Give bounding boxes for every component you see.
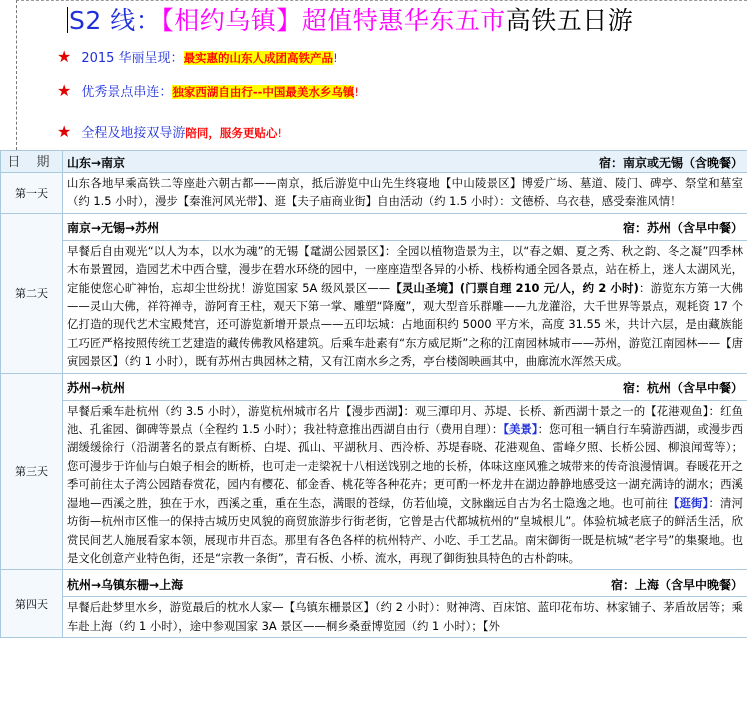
table-row: [1, 570, 747, 597]
lodging-text: 宿：上海（含早中晚餐）: [610, 577, 743, 592]
route-text: 苏州→杭州: [67, 381, 126, 396]
lodging-text: 宿：苏州（含早中餐）: [622, 221, 743, 236]
day3-desc-c: ：清河坊街—杭州市区惟一的保持古城历史风貌的商贸旅游步行街老街，它曾是古代都城杭州的“皇城根儿”。体验杭城老底子的鲜活生活，欣赏民间艺人施展看家本领，展现市井百态。那里有各色各样的杭州特产、小吃、手工艺品。南宋御街一既是杭城“老字号”的集聚地。也是文化创意产业特色街，还是“宗教一条街”，青石板、小桥、流水，再现了御街独具特色的古朴韵味。: [67, 495, 743, 565]
day2-description: [63, 241, 747, 373]
day3-spot-shopping: 【逛街】: [667, 495, 709, 510]
lodging-text: 宿：杭州（含早中餐）: [622, 381, 743, 396]
day1-description: 山东各地早乘高铁二等座赴六朝古都——南京，抵后游览中山先生终寝地【中山陵景区】博爱广场、墓道、陵门、碑亭、祭堂和墓室（约 1.5 小时），漫步【秦淮河风光带】、逛【夫子庙商业街】自由活动（约 1.5 小时）：文德桥、乌衣巷，感受秦淮风情！: [67, 176, 743, 209]
title-suffix: 高铁五日游: [505, 6, 634, 35]
bullet-label: 优秀景点串连：: [81, 85, 173, 100]
bullet-highlight: 陪同，服务更贴心: [185, 126, 278, 140]
day-label: 第三天: [1, 373, 63, 570]
route-text: 山东→南京: [67, 156, 126, 170]
date-header: 日 期: [1, 151, 63, 173]
star-icon: ★: [57, 81, 72, 100]
title-line-code: S2 线：: [69, 6, 162, 35]
header-area: [16, 0, 747, 150]
bullet-highlight: 独家西湖自由行--中国最美水乡乌镇: [172, 85, 355, 99]
bullet-highlight: 最实惠的山东人成团高铁产品: [183, 51, 334, 65]
day2-spot: 【灵山圣境】(门票自理 210 元/人，约 2 小时): [390, 280, 639, 295]
text-caret: [67, 7, 68, 33]
star-icon: ★: [57, 47, 72, 66]
bullet-label: 全程及地接双导游: [81, 126, 186, 141]
page-title: [67, 3, 633, 39]
route-text: 杭州→乌镇东栅→上海: [67, 577, 184, 592]
table-row: [1, 213, 747, 240]
table-row: [1, 173, 747, 214]
table-row: [1, 373, 747, 400]
day2-desc-b: ：游览东方第一大佛——灵山大佛，祥符禅寺，游阿育王柱，观天下第一掌、雕塑“降魔”，观大型音乐群雕——九龙灌浴，大千世界等景点，观耗资 17 个亿打造的现代艺术宝殿梵宫，还可游览新增开景点——五印坛城：占地面积约 5000 平方米，高度 31.55 米，共计六层，是由藏族能工巧匠严格按照传统工艺建造的藏传佛教风格建筑。后乘车赴素有“东方威尼斯”之称的江南园林城市——苏州，游览江南园林——【唐寅园景区】（约 1 小时），既有苏州古典园林之精，又有江南水乡之秀，亭台楼阁映画其中，曲廊流水浑然天成。: [67, 280, 743, 369]
day3-desc-a: 早餐后乘车赴杭州（约 3.5 小时），游览杭州城市名片【漫步西湖】：观三潭印月、苏堤、长桥、新西湖十景之一的【花港观鱼】：红鱼池、孔雀园、御碑等景点（全程约 1.5 小时）；我社特意推出西湖自由行（费用自理）：: [67, 403, 743, 437]
bullet-suffix: !: [277, 126, 282, 140]
table-row: [1, 597, 747, 638]
day3-spot-scenery: 【美景】: [503, 422, 538, 437]
table-row: [1, 400, 747, 570]
day4-description: 早餐后赴梦里水乡，游览最后的枕水人家—【乌镇东栅景区】（约 2 小时）：财神湾、百床馆、蓝印花布坊、林家铺子、茅盾故居等；乘车赴上海（约 1 小时），途中参观国家 3A 景区——桐乡桑蚕博览园（约 1 小时）；【外: [67, 600, 743, 633]
day-label: 第四天: [1, 570, 63, 638]
bullet-line-1: [57, 47, 338, 66]
lodging-text: 宿：南京或无锡（含晚餐）: [598, 156, 743, 170]
day2-desc-a: 早餐后自由观光“以人为本，以水为魂”的无锡【鼋湖公园景区】：全园以植物造景为主，以“春之媚、夏之秀、秋之韵、冬之凝”四季林木布景置园，造园艺术中西合璧，漫步在碧水环绕的园中，一座座造型各异的小桥、栈桥构通全园各景点，站在桥上，迷人太湖风光，定能使您心旷神怡，忘却尘世纷扰！游览国家 5A 级风景区——: [67, 243, 743, 295]
bullet-label: 2015 华丽呈现：: [81, 51, 184, 66]
bullet-line-3: [57, 122, 282, 141]
day3-description: [63, 401, 747, 570]
day4-route-row: [63, 570, 747, 596]
table-row: [1, 240, 747, 373]
route-text: 南京→无锡→苏州: [67, 221, 160, 236]
day1-route-cell: [63, 151, 747, 173]
day3-route-row: [63, 374, 747, 400]
itinerary-table: [0, 150, 747, 638]
bullet-line-2: [57, 81, 359, 100]
bullet-suffix: !: [354, 85, 360, 99]
day1-route-row: [63, 151, 747, 172]
day3-desc-b: ：您可租一辆自行车骑游西湖，或漫步西湖缓缓徐行（沿湖著名的景点有断桥、白堤、孤山、平湖秋月、西泠桥、苏堤春晓、花港观鱼、雷峰夕照、长桥公园、柳浪闻莺等）；您可漫步于许仙与白娘子相会的断桥，也可走一走梁祝十八相送饯别之地的长桥，体味这座风雅之城带来的传奇浪漫情调。春暖花开之季可前往太子湾公园踏春赏花，园内有樱花、郁金香、桃花等各种花卉；更可酌一杯龙井在湖边静静地感受这一湖充满诗的湖水；西溪湿地—西溪之胜，独在于水，西溪之重，重在生态，满眼的苍绿，仿若仙境，文脉幽远自古为名士隐逸之地。也可前往: [67, 422, 743, 510]
day-label: 第一天: [1, 173, 63, 214]
bullet-suffix: !: [333, 51, 338, 65]
day2-route-row: [63, 214, 747, 240]
title-highlight: 【相约乌镇】超值特惠华东五市: [161, 6, 506, 35]
day-label: 第二天: [1, 213, 63, 373]
table-header-row: [1, 151, 747, 173]
star-icon: ★: [57, 122, 72, 141]
